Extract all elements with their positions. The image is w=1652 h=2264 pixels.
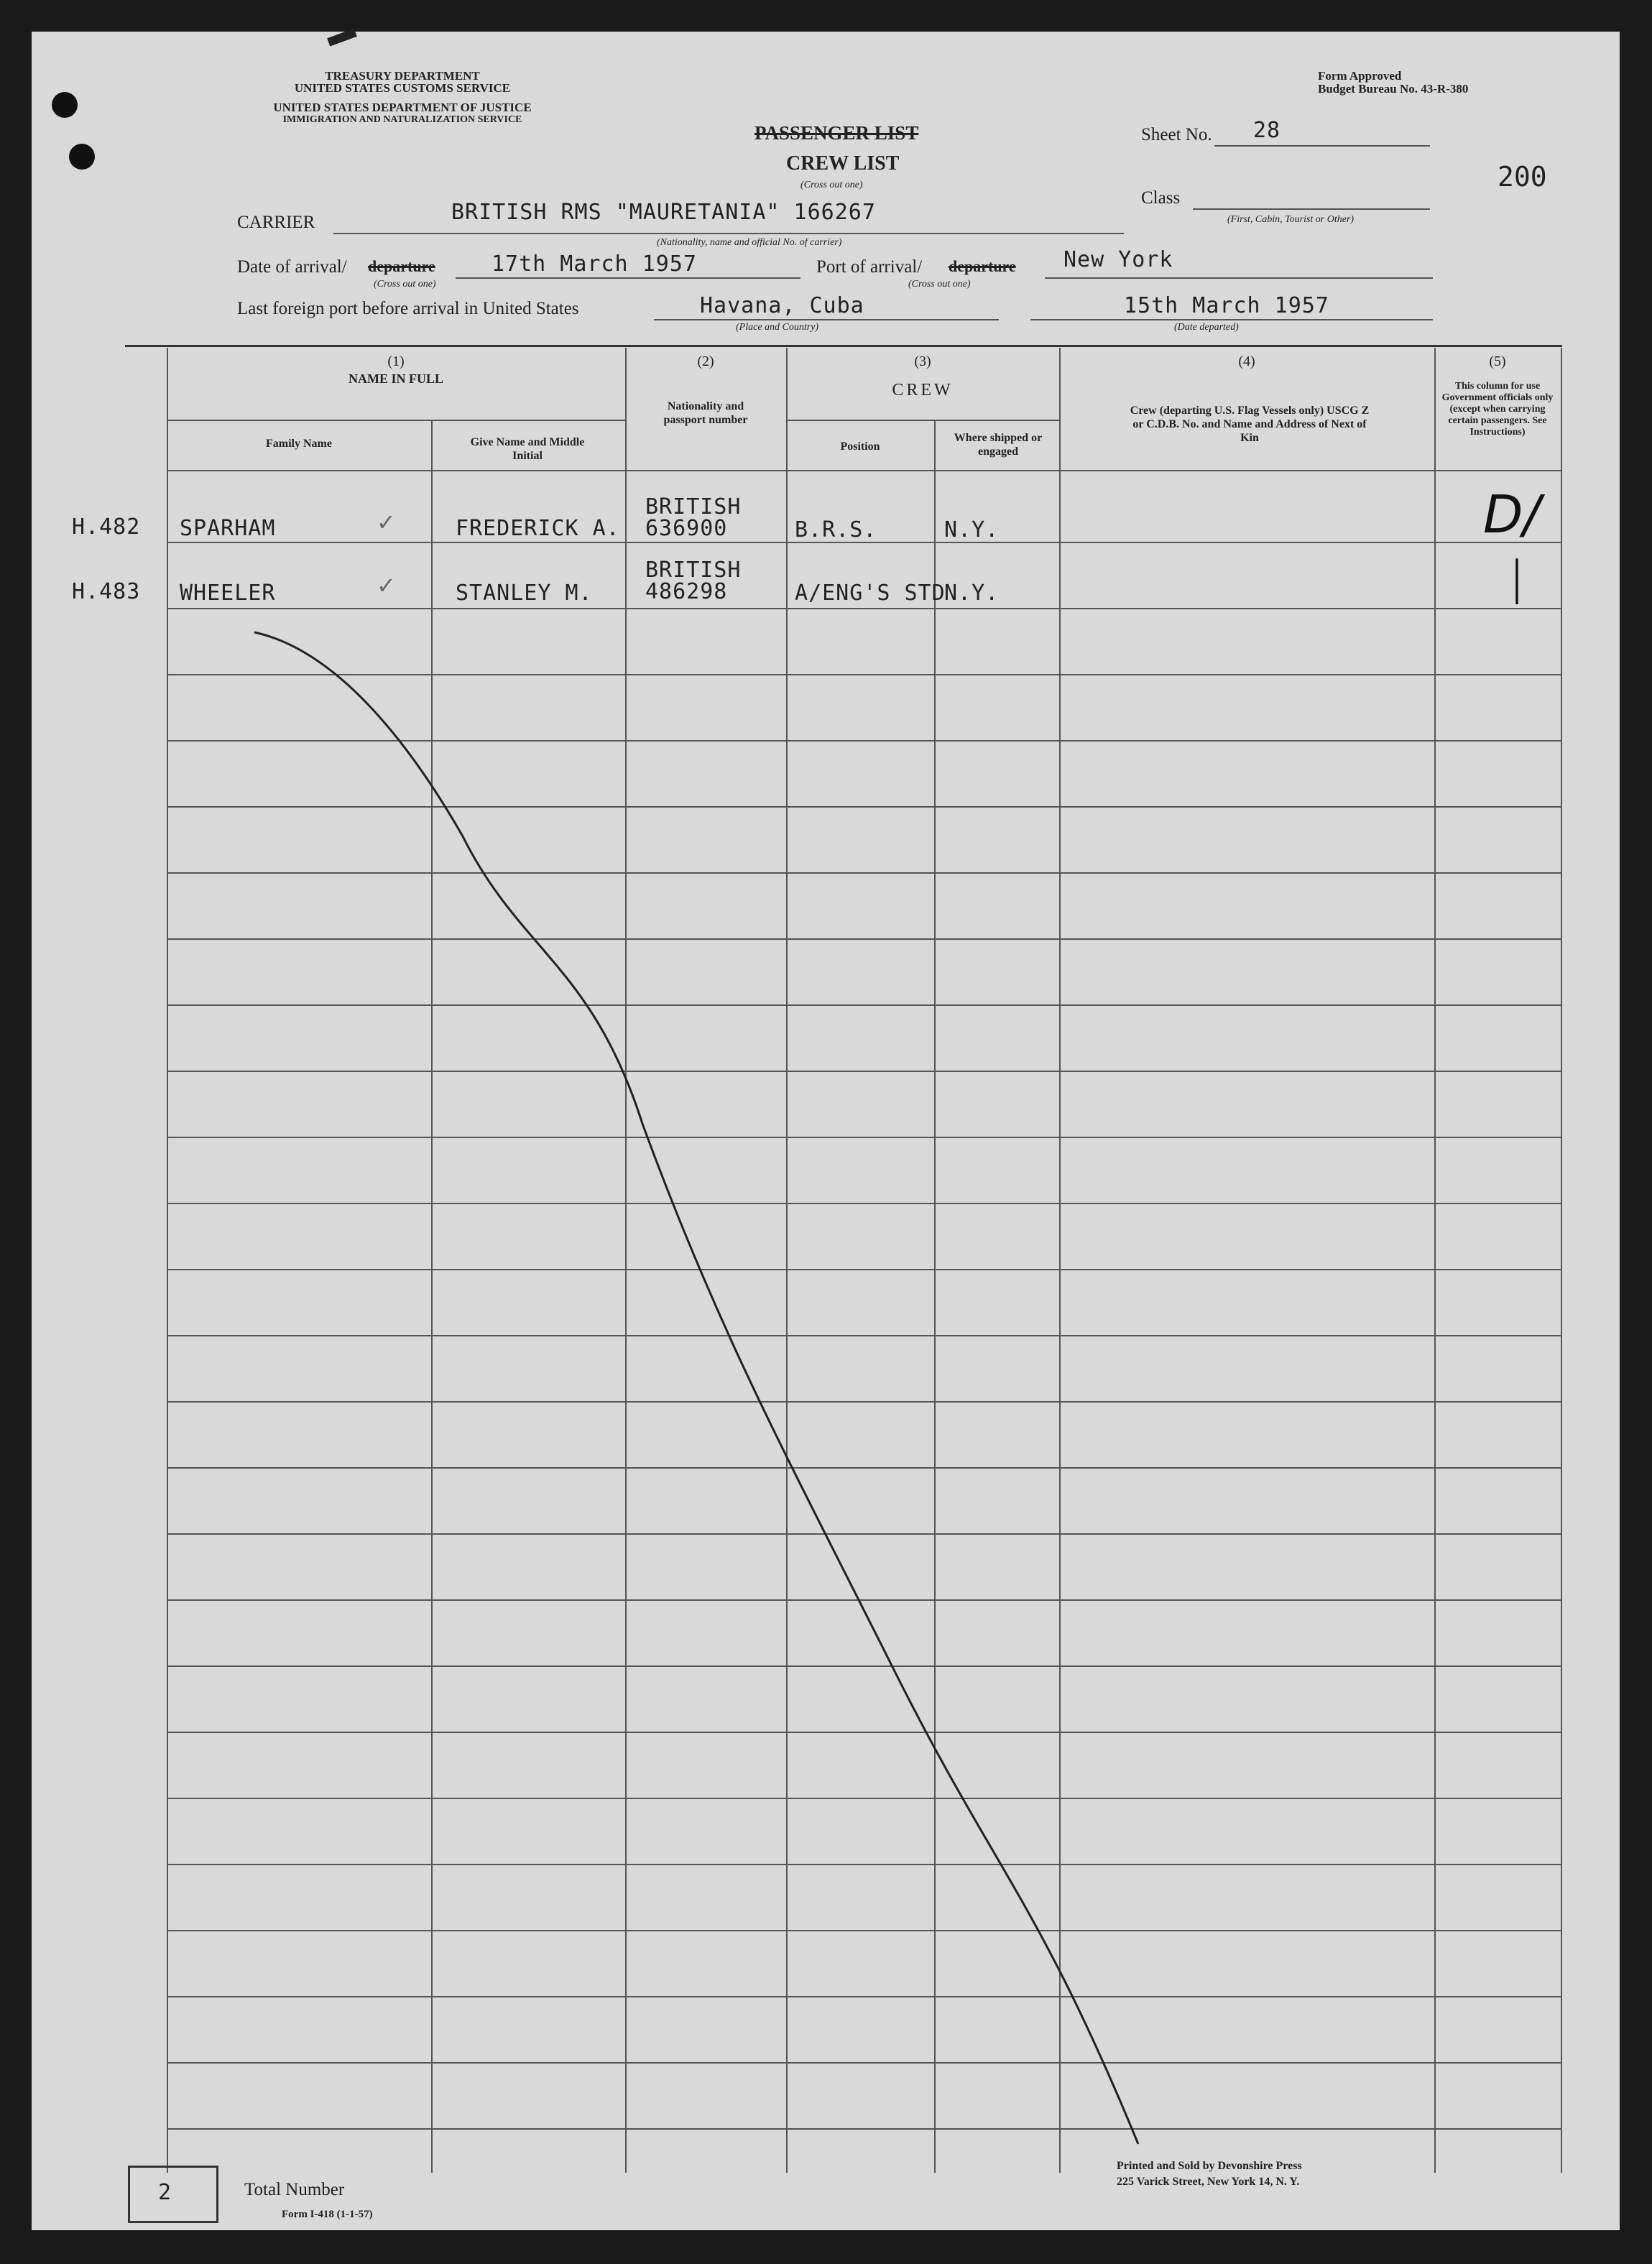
dept-line-1: TREASURY DEPARTMENT <box>325 69 480 83</box>
sheet-label: Sheet No. <box>1141 125 1212 144</box>
official-mark: | <box>1512 550 1523 605</box>
arrival-date-value: 17th March 1957 <box>492 251 697 277</box>
date-struck: departure <box>368 257 435 275</box>
col4-title: Crew (departing U.S. Flag Vessels only) USCG Z or C.D.B. No. and Name and Address of Next of Kin <box>1130 405 1370 444</box>
col3-position-header: Position <box>840 440 880 453</box>
dept-line-3: UNITED STATES DEPARTMENT OF JUSTICE <box>273 101 532 114</box>
date-label: Date of arrival/ <box>237 257 347 277</box>
carrier-hint: (Nationality, name and official No. of carrier) <box>657 237 842 248</box>
col2-title: Nationality and passport number <box>663 400 748 426</box>
date-departed-value: 15th March 1957 <box>1124 293 1329 318</box>
port-label: Port of arrival/ <box>816 257 923 277</box>
place-hint: (Place and Country) <box>736 322 819 333</box>
family-name: SPARHAM <box>180 516 276 541</box>
crew-position: B.R.S. <box>795 517 877 542</box>
carrier-value: BRITISH RMS "MAURETANIA" 166267 <box>451 200 876 225</box>
col2-number: (2) <box>697 354 714 369</box>
passport-number: 486298 <box>645 579 728 604</box>
col1-title: NAME IN FULL <box>348 371 443 386</box>
row-ref: H.483 <box>72 579 141 604</box>
printer-line-2: 225 Varick Street, New York 14, N. Y. <box>1117 2176 1300 2188</box>
passenger-list-struck-title: PASSENGER LIST <box>755 122 919 144</box>
col3-title: CREW <box>892 381 954 399</box>
last-port-value: Havana, Cuba <box>700 293 864 318</box>
cross-out-hint: (Cross out one) <box>800 180 863 190</box>
crew-list-title: CREW LIST <box>786 152 900 175</box>
official-mark: D/ <box>1483 484 1541 545</box>
col5-number: (5) <box>1489 354 1506 369</box>
port-cross-hint: (Cross out one) <box>908 279 971 290</box>
passport-number: 636900 <box>645 516 728 541</box>
col3-number: (3) <box>914 354 931 369</box>
class-value: 200 <box>1498 161 1547 193</box>
given-name: FREDERICK A. <box>456 516 620 541</box>
date-cross-hint: (Cross out one) <box>374 279 436 290</box>
check-mark: ✓ <box>377 573 396 599</box>
port-struck: departure <box>949 257 1016 275</box>
document-page <box>32 32 1620 2230</box>
where-shipped: N.Y. <box>944 517 1000 542</box>
budget-bureau: Budget Bureau No. 43-R-380 <box>1318 82 1469 96</box>
form-approved: Form Approved <box>1318 69 1402 83</box>
row-ref: H.482 <box>72 514 141 540</box>
cancellation-stroke <box>32 32 1620 2230</box>
last-port-label: Last foreign port before arrival in United States <box>237 299 579 318</box>
dept-line-4: IMMIGRATION AND NATURALIZATION SERVICE <box>282 114 522 125</box>
sheet-value: 28 <box>1253 118 1281 143</box>
total-label: Total Number <box>244 2180 345 2199</box>
date-departed-hint: (Date departed) <box>1174 322 1239 333</box>
printer-line-1: Printed and Sold by Devonshire Press <box>1117 2160 1302 2172</box>
port-value: New York <box>1063 247 1173 272</box>
where-shipped: N.Y. <box>944 581 1000 606</box>
col3-shipped-header: Where shipped or engaged <box>954 432 1043 458</box>
total-box <box>128 2166 218 2223</box>
nationality: BRITISH <box>645 494 742 519</box>
nationality: BRITISH <box>645 558 742 583</box>
crew-position: A/ENG'S STD <box>795 581 946 606</box>
form-number: Form I-418 (1-1-57) <box>282 2209 373 2220</box>
col1-given-header: Give Name and Middle Initial <box>470 436 585 462</box>
family-name: WHEELER <box>180 581 276 606</box>
check-mark: ✓ <box>377 509 396 535</box>
class-label: Class <box>1141 188 1181 208</box>
given-name: STANLEY M. <box>456 581 593 606</box>
dept-line-2: UNITED STATES CUSTOMS SERVICE <box>294 81 511 95</box>
total-value: 2 <box>158 2180 172 2205</box>
col1-family-header: Family Name <box>266 438 332 450</box>
col5-title: This column for use Government officials only (except when carrying certain passengers. See Instructions) <box>1441 381 1554 438</box>
col4-number: (4) <box>1238 354 1255 369</box>
col1-number: (1) <box>387 354 405 369</box>
carrier-label: CARRIER <box>237 213 315 232</box>
class-hint: (First, Cabin, Tourist or Other) <box>1227 214 1355 225</box>
